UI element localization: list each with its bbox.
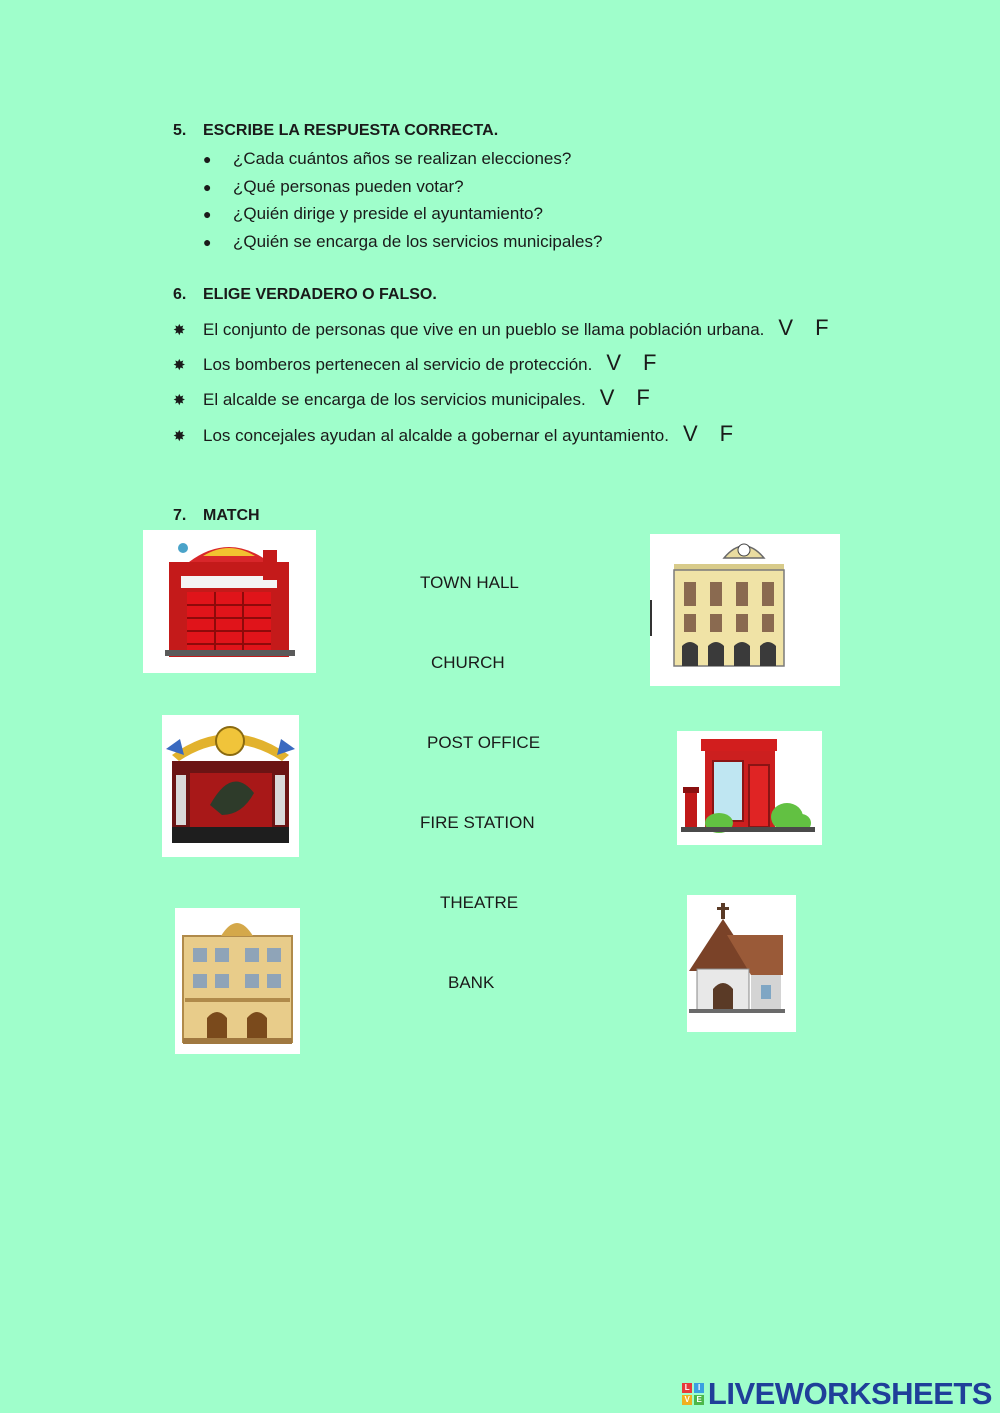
star-bullet-icon: ✸ [173, 322, 186, 339]
false-option[interactable]: F [643, 350, 657, 375]
statement-text: El conjunto de personas que vive en un pueblo se llama población urbana. [203, 320, 765, 339]
section-6-heading [173, 286, 437, 304]
star-bullet-icon: ✸ [173, 357, 186, 374]
star-bullet-icon: ✸ [173, 428, 186, 445]
question-text: ¿Quién se encarga de los servicios municipales? [233, 232, 603, 251]
match-word-church[interactable]: CHURCH [431, 653, 505, 672]
statement-row [173, 385, 672, 411]
logo-letter: L [682, 1383, 692, 1393]
true-option[interactable]: V [778, 315, 794, 340]
question-item [203, 232, 602, 252]
section-5-number: 5. [173, 122, 187, 139]
bank-icon [175, 908, 300, 1054]
section-7-heading [173, 507, 260, 525]
true-option[interactable]: V [606, 350, 622, 375]
question-text: ¿Qué personas pueden votar? [233, 177, 464, 196]
church-image[interactable] [687, 895, 796, 1032]
logo-grid-icon [682, 1383, 704, 1405]
statement-row [173, 350, 678, 376]
false-option[interactable]: F [719, 421, 734, 446]
match-word-town-hall[interactable]: TOWN HALL [420, 573, 519, 592]
post-office-icon [677, 731, 822, 845]
false-option[interactable]: F [636, 385, 650, 410]
section-5-title: ESCRIBE LA RESPUESTA CORRECTA. [203, 122, 499, 139]
statement-row [173, 421, 755, 447]
match-word-theatre[interactable]: THEATRE [440, 893, 519, 912]
question-item [203, 149, 571, 169]
town-hall-icon [650, 534, 840, 686]
statement-text: El alcalde se encarga de los servicios municipales. [203, 390, 586, 409]
true-option[interactable]: V [599, 385, 615, 410]
fire-station-image[interactable] [143, 530, 316, 673]
statement-row [173, 315, 851, 341]
logo-letter: I [694, 1383, 704, 1393]
town-hall-image[interactable] [650, 534, 840, 686]
logo-letter: E [694, 1395, 704, 1405]
match-word-post-office[interactable]: POST OFFICE [427, 733, 541, 752]
match-word-fire-station[interactable]: FIRE STATION [420, 813, 535, 832]
bank-image[interactable] [175, 908, 300, 1054]
bullet-icon: ● [203, 206, 212, 222]
bullet-icon: ● [203, 234, 212, 250]
post-office-image[interactable] [677, 731, 822, 845]
question-text: ¿Quién dirige y preside el ayuntamiento? [233, 204, 543, 223]
section-7-number: 7. [173, 507, 187, 524]
church-icon [687, 895, 796, 1032]
false-option[interactable]: F [815, 315, 829, 340]
match-word-bank[interactable]: BANK [448, 973, 495, 992]
theatre-image[interactable] [162, 715, 299, 857]
statement-text: Los bomberos pertenecen al servicio de protección. [203, 355, 593, 374]
section-6-title: ELIGE VERDADERO O FALSO. [203, 286, 437, 303]
bullet-icon: ● [203, 151, 212, 167]
question-item [203, 177, 464, 197]
section-7-title: MATCH [203, 507, 260, 524]
true-option[interactable]: V [682, 421, 698, 446]
statement-text: Los concejales ayudan al alcalde a gobernar el ayuntamiento. [203, 426, 669, 445]
theatre-icon [162, 715, 299, 857]
section-5-heading [173, 122, 498, 140]
star-bullet-icon: ✸ [173, 392, 186, 409]
logo-letter: V [682, 1395, 692, 1405]
question-text: ¿Cada cuántos años se realizan elecciones? [233, 149, 572, 168]
section-6-number: 6. [173, 286, 187, 303]
liveworksheets-logo [682, 1376, 992, 1412]
bullet-icon: ● [203, 179, 212, 195]
question-item [203, 204, 543, 224]
fire-station-icon [143, 530, 316, 673]
logo-text: LIVEWORKSHEETS [707, 1376, 992, 1411]
